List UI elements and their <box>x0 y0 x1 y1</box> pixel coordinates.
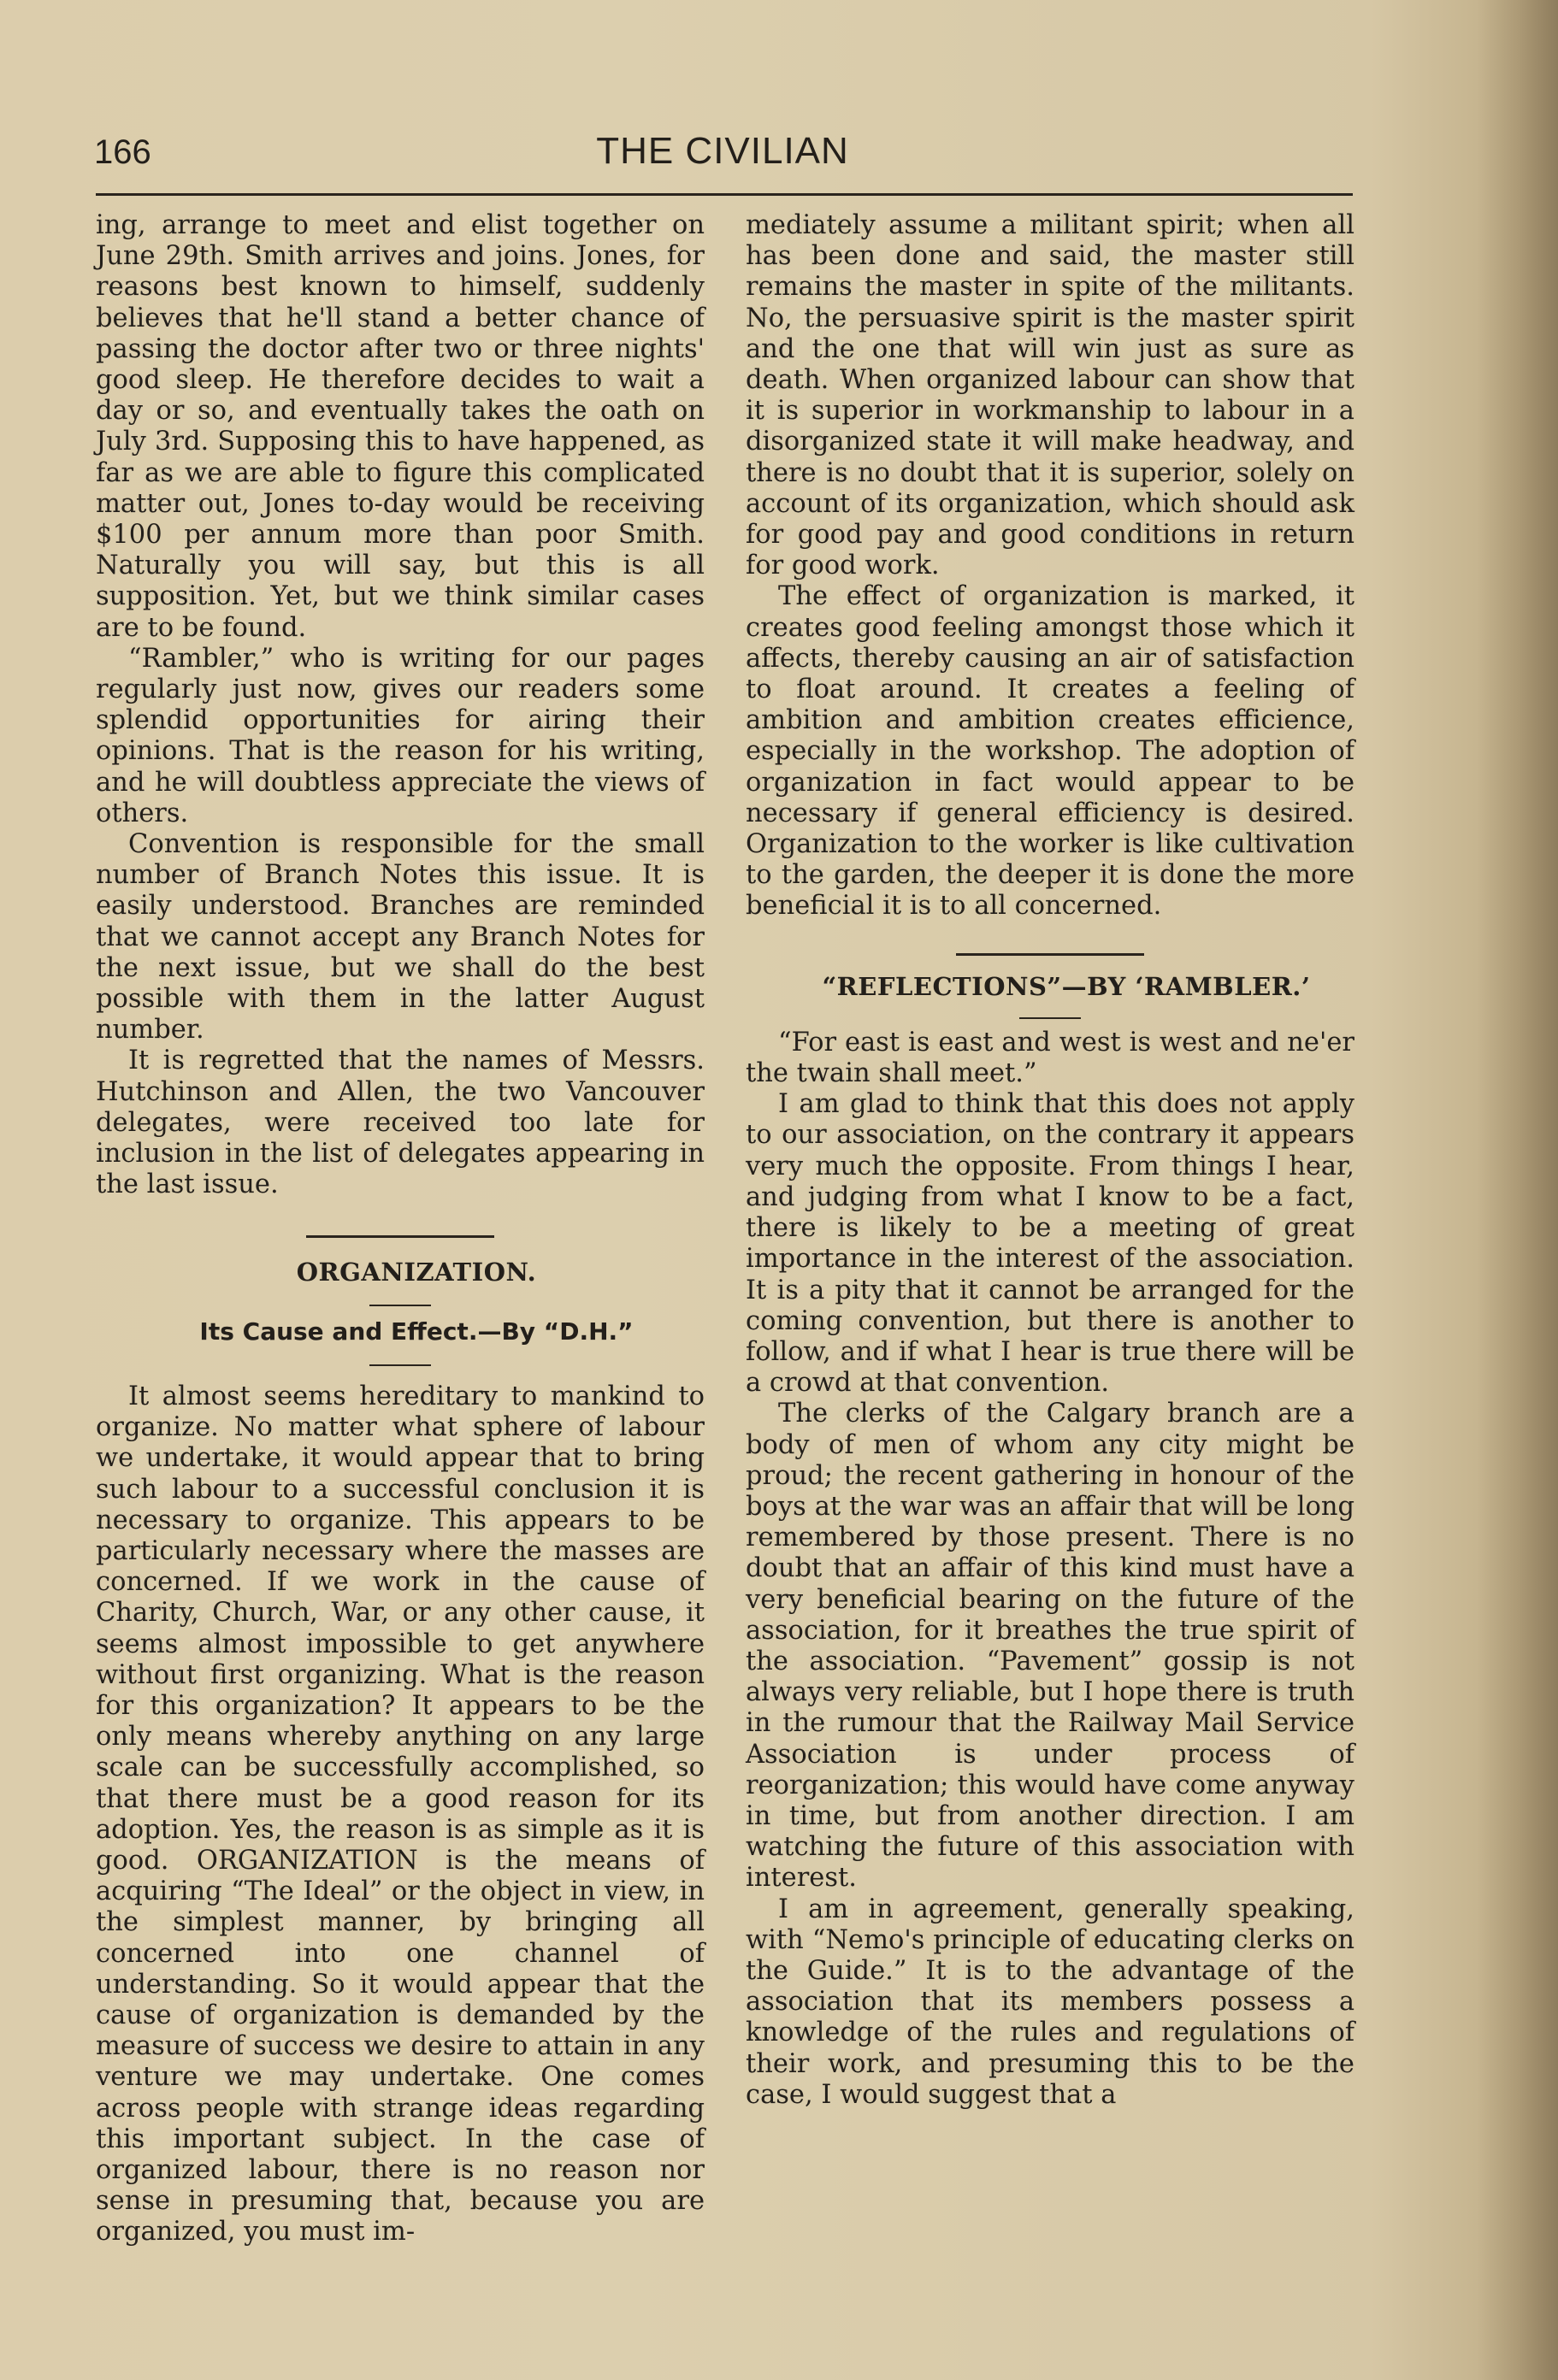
paragraph: “For east is east and west is west and ne'er the twain shall meet.” <box>746 1027 1354 1089</box>
paragraph: It is regretted that the names of Messrs. Hutchinson and Allen, the two Vancouver delegates, were received too late for inclusion in the list of delegates appearing in the last issue. <box>96 1046 705 1200</box>
page-header <box>94 127 1351 186</box>
paragraph: The clerks of the Calgary branch are a body of men of whom any city might be proud; the recent gathering in honour of the boys at the war was an affair that will be long remembered by those present. There is no doubt that an affair of this kind must have a very beneficial bearing on the future of the association, for it breathes the true spirit of the association. “Pavement” gossip is not always very reliable, but I hope there is truth in the rumour that the Railway Mail Service Association is under process of reorganization; this would have come anyway in time, but from another direction. I am watching the future of this association with interest. <box>746 1399 1354 1894</box>
paragraph: The effect of organization is marked, it creates good feeling amongst those which it affects, thereby causing an air of satisfaction to float around. It creates a feeling of ambition and ambition creates efficience, especially in the workshop. The adoption of organization in fact would appear to be necessary if general efficiency is desired. Organization to the worker is like cultivation to the garden, the deeper it is done the more beneficial it is to all concerned. <box>746 581 1354 922</box>
paragraph: “Rambler,” who is writing for our pages regularly just now, gives our readers some splendid opportunities for airing their opinions. That is the reason for his writing, and he will doubtless appreciate the views of others. <box>96 643 705 828</box>
binding-shadow <box>1477 0 1558 2380</box>
article-heading: “REFLECTIONS”—BY ‘RAMBLER.’ <box>822 971 1311 1001</box>
running-title: THE CIVILIAN <box>596 130 849 172</box>
article-subheading: Its Cause and Effect.—By “D.H.” <box>199 1317 634 1346</box>
paragraph: ing, arrange to meet and elist together on June 29th. Smith arrives and joins. Jones, for reasons best known to himself, suddenly believes that he'll stand a better chance of passing the doctor after two or three nights' good sleep. He therefore decides to wait a day or so, and eventually takes the oath on July 3rd. Supposing this to have happened, as far as we are able to figure this complicated matter out, Jones to-day would be receiving $100 per annum more than poor Smith. Naturally you will say, but this is all supposition. Yet, but we think similar cases are to be found. <box>96 210 705 643</box>
left-column <box>96 210 705 2248</box>
header-rule <box>96 193 1353 196</box>
paragraph: Convention is responsible for the small number of Branch Notes this issue. It is easily understood. Branches are reminded that we cannot accept any Branch Notes for the next issue, but we shall do the best possible with them in the latter August number. <box>96 829 705 1046</box>
article-heading: ORGANIZATION. <box>296 1257 537 1287</box>
paragraph: I am in agreement, generally speaking, with “Nemo's principle of educating clerks on the Guide.” It is to the advantage of the association that its members possess a knowledge of the rules and regulations of their work, and presuming this to be the case, I would suggest that a <box>746 1894 1354 2110</box>
paragraph: mediately assume a militant spirit; when all has been done and said, the master still remains the master in spite of the militants. No, the persuasive spirit is the master spirit and the one that will win just as sure as death. When organized labour can show that it is superior in workmanship to labour in a disorganized state it will make headway, and there is no doubt that it is superior, solely on account of its organization, which should ask for good pay and good conditions in return for good work. <box>746 210 1354 581</box>
paragraph: I am glad to think that this does not apply to our association, on the contrary it appears very much the opposite. From things I hear, and judging from what I know to be a fact, there is likely to be a meeting of great importance in the interest of the association. It is a pity that it cannot be arranged for the coming convention, but there is another to follow, and if what I hear is true there will be a crowd at that convention. <box>746 1089 1354 1399</box>
paragraph: It almost seems hereditary to mankind to organize. No matter what sphere of labour we undertake, it would appear that to bring such labour to a successful conclusion it is necessary to organize. This appears to be particularly necessary where the masses are concerned. If we work in the cause of Charity, Church, War, or any other cause, it seems almost impossible to get anywhere without first organizing. What is the reason for this organization? It appears to be the only means whereby anything on any large scale can be successfully accomplished, so that there must be a good reason for its adoption. Yes, the reason is as simple as it is good. ORGANIZATION is the means of acquiring “The Ideal” or the object in view, in the simplest manner, by bringing all concerned into one channel of understanding. So it would appear that the cause of organization is demanded by the measure of success we desire to attain in any venture we may undertake. One comes across people with strange ideas regarding this important subject. In the case of organized labour, there is no reason nor sense in presuming that, because you are organized, you must im- <box>96 1381 705 2247</box>
page-number: 166 <box>94 133 151 171</box>
right-column <box>746 210 1354 2111</box>
